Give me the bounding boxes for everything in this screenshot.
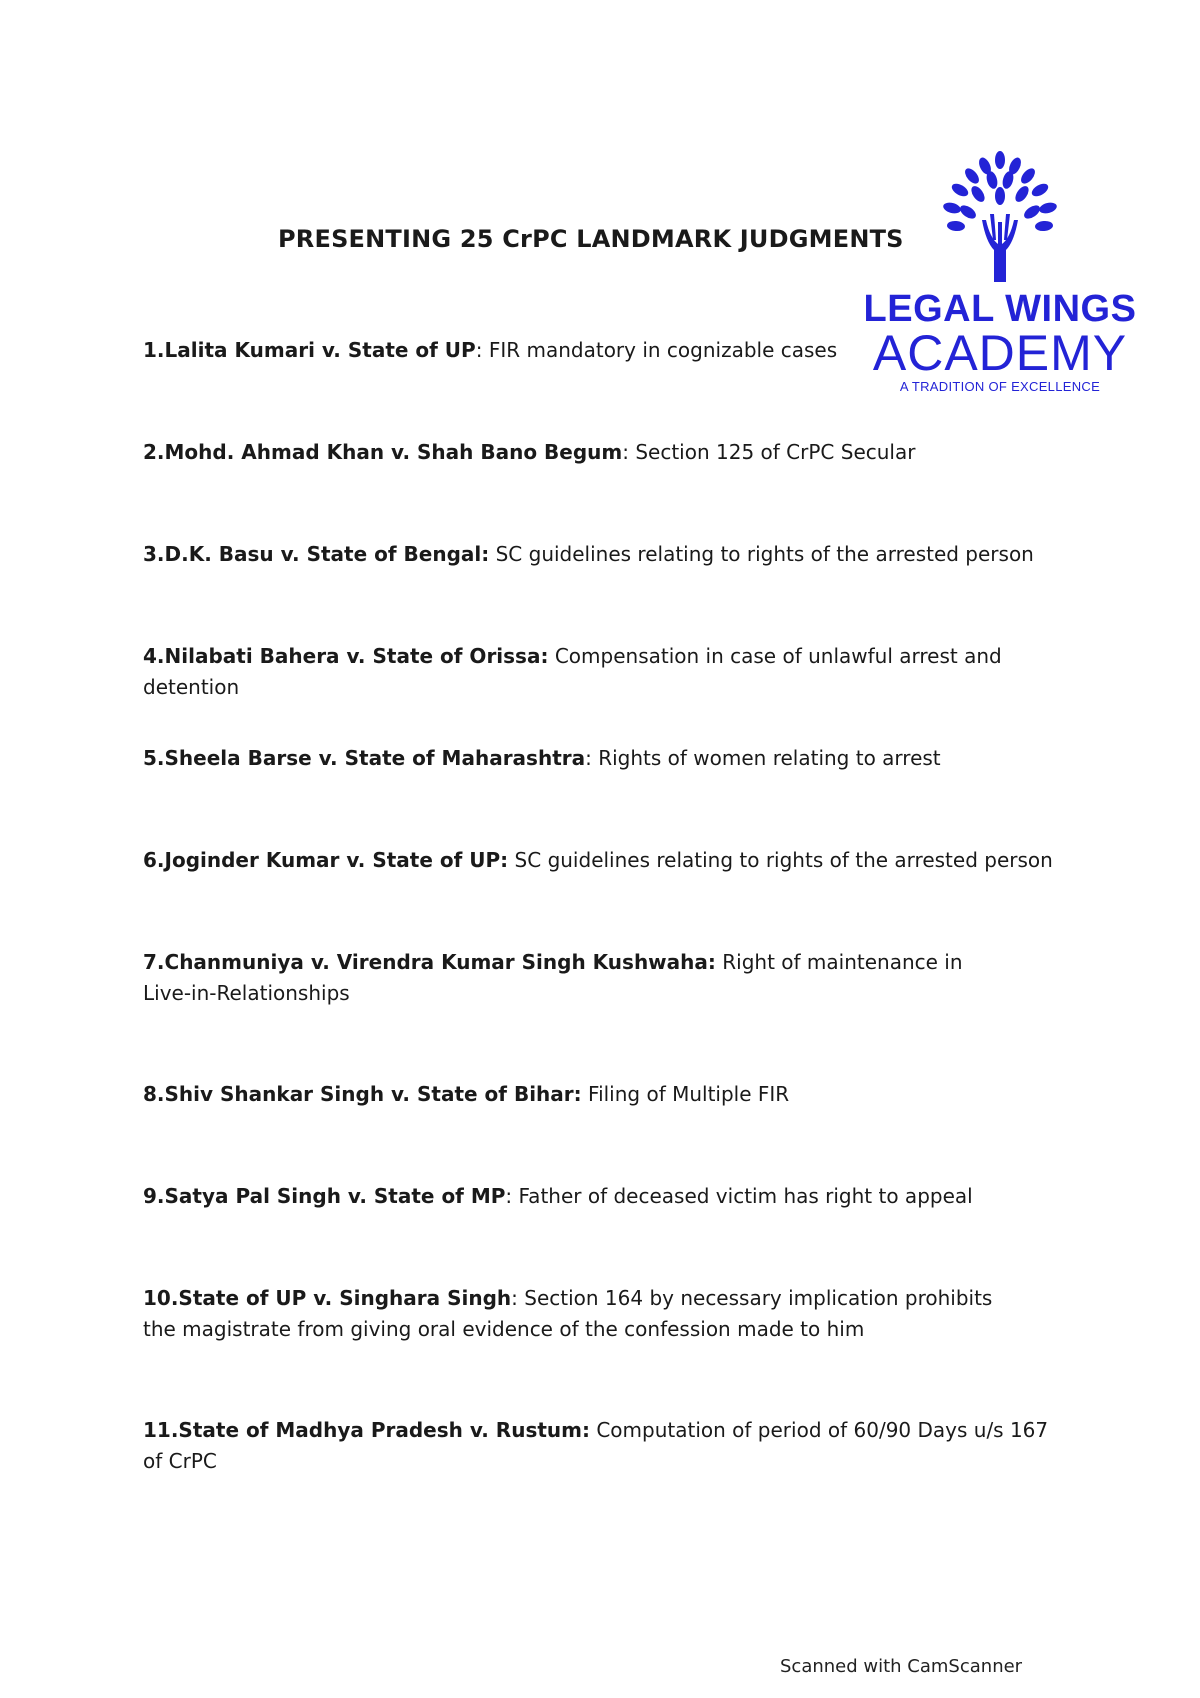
case-name: 1.Lalita Kumari v. State of UP — [143, 338, 476, 362]
judgment-item — [143, 1415, 1063, 1477]
logo-wordmark-top: LEGAL WINGS — [863, 288, 1137, 330]
scanner-watermark: Scanned with CamScanner — [780, 1656, 1023, 1677]
case-name: 5.Sheela Barse v. State of Maharashtra — [143, 746, 586, 770]
judgment-item — [143, 1283, 1023, 1345]
separator: : — [511, 1286, 525, 1310]
separator: : — [585, 746, 599, 770]
case-name: 11.State of Madhya Pradesh v. Rustum: — [143, 1418, 590, 1442]
case-holding: Right of maintenance in Live-in-Relationships — [143, 950, 963, 1005]
case-holding: SC guidelines relating to rights of the arrested person — [495, 542, 1034, 566]
case-holding: Father of deceased victim has right to appeal — [518, 1184, 973, 1208]
judgment-item — [143, 845, 1083, 876]
case-name: 9.Satya Pal Singh v. State of MP — [143, 1184, 506, 1208]
case-holding: Filing of Multiple FIR — [588, 1082, 790, 1106]
judgment-item — [143, 1181, 1083, 1212]
separator: : — [622, 440, 636, 464]
judgment-item — [143, 743, 1083, 774]
case-name: 3.D.K. Basu v. State of Bengal: — [143, 542, 490, 566]
logo-wordmark-bottom: ACADEMY — [872, 325, 1128, 381]
judgment-item — [143, 437, 1083, 468]
case-holding: SC guidelines relating to rights of the arrested person — [514, 848, 1053, 872]
case-holding: FIR mandatory in cognizable cases — [488, 338, 838, 362]
case-name: 2.Mohd. Ahmad Khan v. Shah Bano Begum — [143, 440, 623, 464]
case-holding: Computation of period of 60/90 Days u/s 167 of CrPC — [143, 1418, 1049, 1473]
logo-tagline: A TRADITION OF EXCELLENCE — [899, 379, 1101, 394]
case-holding: Section 164 by necessary implication prohibits the magistrate from giving oral evidence of the confession made to him — [143, 1286, 993, 1341]
judgment-item — [143, 539, 1083, 570]
case-holding: Rights of women relating to arrest — [598, 746, 941, 770]
case-holding: Compensation in case of unlawful arrest and detention — [143, 644, 1002, 699]
judgment-item — [143, 641, 1083, 703]
judgment-item — [143, 335, 1083, 366]
case-name: 7.Chanmuniya v. Virendra Kumar Singh Kushwaha: — [143, 950, 716, 974]
case-name: 4.Nilabati Bahera v. State of Orissa: — [143, 644, 549, 668]
separator: : — [475, 338, 489, 362]
case-name: 10.State of UP v. Singhara Singh — [143, 1286, 512, 1310]
page-title: PRESENTING 25 CrPC LANDMARK JUDGMENTS — [278, 225, 904, 253]
case-holding: Section 125 of CrPC Secular — [635, 440, 916, 464]
separator: : — [505, 1184, 519, 1208]
case-name: 8.Shiv Shankar Singh v. State of Bihar: — [143, 1082, 582, 1106]
case-name: 6.Joginder Kumar v. State of UP: — [143, 848, 509, 872]
tree-hands-icon — [930, 150, 1070, 290]
judgment-item — [143, 1079, 1083, 1110]
judgment-item — [143, 947, 1003, 1009]
